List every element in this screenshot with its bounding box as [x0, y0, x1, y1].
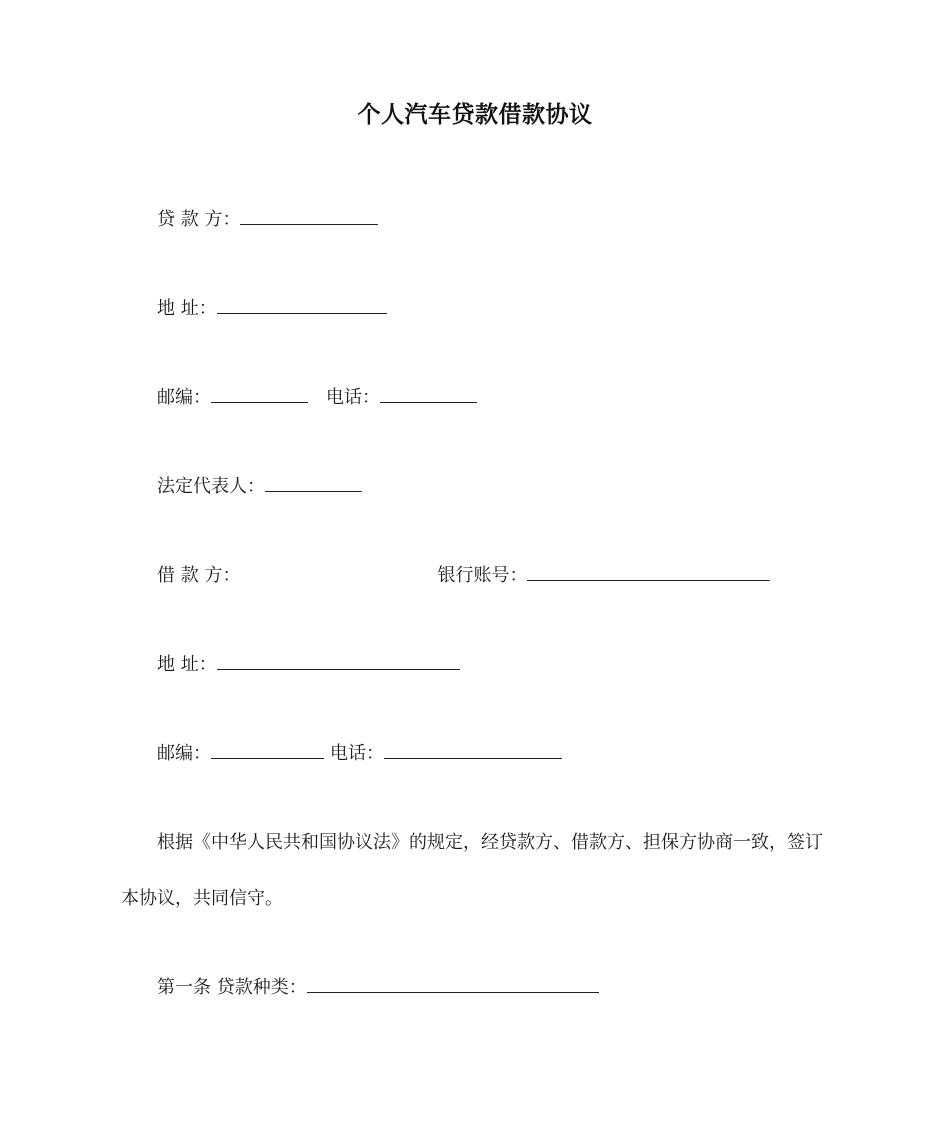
borrower-bank-account-label: 银行账号： — [437, 565, 528, 586]
lender-phone-blank[interactable] — [380, 383, 477, 403]
borrower-label: 借 款 方： — [157, 565, 241, 586]
lender-contact-row — [157, 383, 477, 410]
lender-label: 贷 款 方： — [157, 209, 241, 230]
borrower-phone-blank[interactable] — [384, 739, 562, 759]
lender-legal-rep-blank[interactable] — [265, 472, 362, 492]
lender-address-blank[interactable] — [217, 294, 387, 314]
document-title: 个人汽车贷款借款协议 — [357, 102, 593, 128]
lender-address-row — [157, 294, 387, 321]
borrower-row — [157, 561, 770, 588]
intro-line-1: 根据《中华人民共和国协议法》的规定，经贷款方、借款方、担保方协商一致，签订 — [157, 832, 823, 853]
lender-legal-rep-row — [157, 472, 362, 499]
article-1-label: 第一条 贷款种类： — [157, 977, 307, 998]
borrower-contact-row — [157, 739, 562, 766]
borrower-address-row — [157, 650, 460, 677]
lender-address-label: 地 址： — [157, 298, 217, 319]
borrower-address-label: 地 址： — [157, 654, 217, 675]
intro-line-2: 本协议，共同信守。 — [121, 888, 283, 909]
loan-type-blank[interactable] — [307, 973, 599, 993]
article-1-row — [157, 973, 599, 1000]
lender-row — [157, 205, 378, 232]
lender-postcode-label: 邮编： — [157, 387, 211, 408]
lender-postcode-blank[interactable] — [211, 383, 308, 403]
borrower-bank-account-blank[interactable] — [527, 561, 770, 581]
lender-legal-rep-label: 法定代表人： — [157, 476, 265, 497]
borrower-postcode-label: 邮编： — [157, 743, 211, 764]
borrower-phone-label: 电话： — [330, 743, 384, 764]
borrower-address-blank[interactable] — [217, 650, 460, 670]
lender-name-blank[interactable] — [240, 205, 378, 225]
lender-phone-label: 电话： — [326, 387, 380, 408]
borrower-postcode-blank[interactable] — [211, 739, 324, 759]
